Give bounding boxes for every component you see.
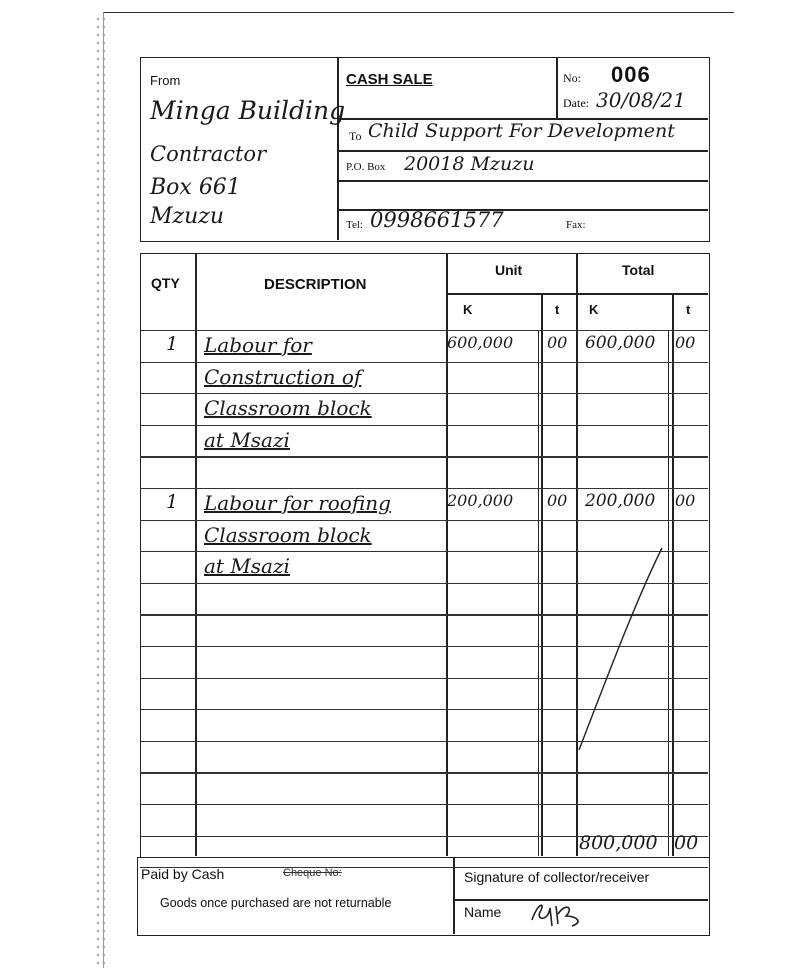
signature-label: Signature of collector/receiver — [464, 869, 650, 885]
footer-divider — [453, 857, 455, 934]
item-description-cell: Classroom block — [204, 522, 372, 547]
row-rule — [140, 393, 708, 394]
from-line-4: Mzuzu — [150, 204, 225, 229]
description-header: DESCRIPTION — [264, 276, 367, 293]
header-rule-3 — [337, 180, 708, 182]
header-divider — [337, 57, 339, 240]
row-rule — [140, 772, 708, 773]
item-qty-cell: 1 — [166, 491, 179, 513]
qty-col-divider — [195, 253, 197, 856]
unit-header: Unit — [495, 262, 523, 278]
signature-mark — [528, 898, 598, 930]
item-total-t-cell: 00 — [675, 491, 696, 510]
doc-type-title: CASH SALE — [346, 71, 433, 88]
void-strike-line — [576, 540, 676, 760]
total-header: Total — [622, 262, 655, 278]
item-description-cell: at Msazi — [204, 554, 290, 579]
item-unit-k-cell: 200,000 — [447, 491, 514, 510]
grand-total-k: 800,000 — [579, 832, 658, 854]
pobox-label: P.O. Box — [346, 161, 386, 173]
receipt-number: 006 — [611, 62, 651, 87]
total-t-header: t — [686, 302, 691, 317]
row-rule — [140, 804, 708, 805]
item-unit-t-cell: 00 — [547, 491, 568, 510]
date-value: 30/08/21 — [596, 88, 686, 112]
tel-value: 0998661577 — [370, 208, 504, 232]
row-rule — [140, 488, 708, 489]
tel-label: Tel: — [346, 219, 363, 231]
date-label: Date: — [563, 96, 589, 110]
item-total-t-cell: 00 — [675, 333, 696, 352]
fax-label: Fax: — [566, 219, 586, 231]
item-description-cell: Classroom block — [204, 396, 372, 421]
returns-notice: Goods once purchased are not returnable — [160, 896, 392, 910]
no-label: No: — [563, 71, 581, 85]
header-rule-2 — [337, 150, 708, 152]
item-unit-t-cell: 00 — [547, 333, 568, 352]
grand-total-t: 00 — [674, 832, 699, 854]
from-line-1: Minga Building — [150, 96, 346, 125]
row-rule — [140, 520, 708, 521]
item-description-cell: at Msazi — [204, 427, 290, 452]
no-date-divider — [556, 57, 558, 118]
unit-t-header: t — [555, 302, 560, 317]
cheque-no-label: Cheque No: — [283, 867, 342, 879]
to-value: Child Support For Development — [368, 120, 675, 142]
row-rule — [140, 456, 708, 457]
item-total-k-cell: 600,000 — [585, 333, 656, 353]
from-line-2: Contractor — [150, 142, 267, 166]
item-qty-cell: 1 — [166, 333, 179, 355]
qty-header: QTY — [151, 275, 180, 291]
row-rule — [140, 362, 708, 363]
item-description-cell: Labour for roofing — [204, 491, 391, 515]
total-k-header: K — [589, 302, 599, 317]
item-description-cell: Labour for — [204, 333, 312, 357]
row-rule — [140, 425, 708, 426]
paid-by-cash-label: Paid by Cash — [141, 866, 225, 882]
unit-t-divider-b — [538, 330, 539, 856]
item-unit-k-cell: 600,000 — [447, 333, 514, 352]
name-label: Name — [464, 904, 502, 920]
row-rule — [140, 330, 708, 331]
unit-subheader-rule — [446, 293, 708, 295]
from-line-3: Box 661 — [150, 175, 241, 200]
unit-k-header: K — [463, 302, 473, 317]
from-label: From — [150, 73, 181, 88]
item-description-cell: Construction of — [204, 364, 362, 389]
item-total-k-cell: 200,000 — [585, 491, 656, 511]
to-label: To — [349, 129, 362, 143]
pobox-value: 20018 Mzuzu — [404, 153, 535, 175]
